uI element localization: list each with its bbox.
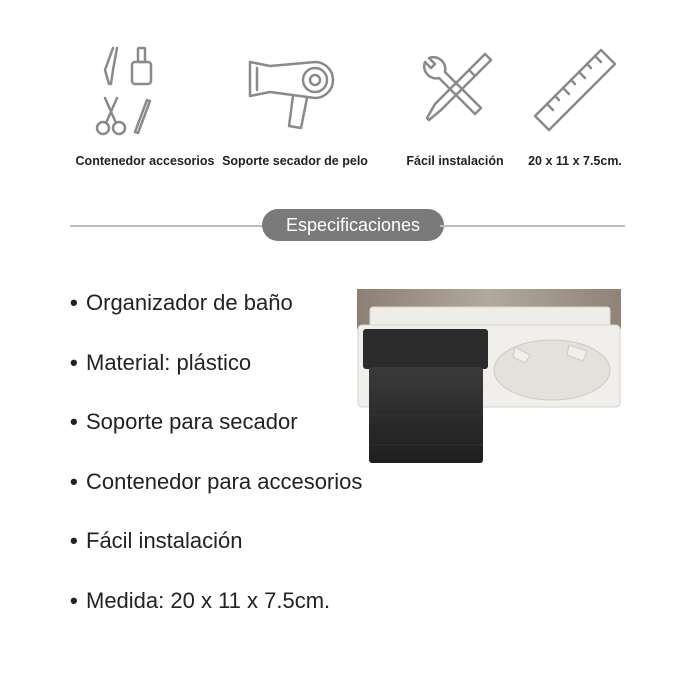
product-photo	[355, 285, 625, 470]
spec-text: Material: plástico	[86, 349, 252, 375]
spec-item: • Organizador de baño	[70, 290, 293, 315]
spec-text: Medida: 20 x 11 x 7.5cm.	[86, 587, 331, 613]
spec-item: • Contenedor para accesorios	[70, 468, 363, 494]
beauty-tools-icon	[95, 40, 195, 140]
feature-dimensions	[490, 0, 660, 180]
spec-text: Fácil instalación	[86, 528, 243, 554]
divider-right	[440, 225, 625, 227]
feature-icons-row	[0, 0, 700, 180]
spec-text: Contenedor para accesorios	[86, 468, 363, 494]
feature-caption: Soporte secador de pelo	[222, 154, 368, 168]
spec-item: • Medida: 20 x 11 x 7.5cm.	[70, 587, 331, 613]
feature-caption: 20 x 11 x 7.5cm.	[528, 154, 622, 168]
spec-text: Organizador de baño	[86, 290, 293, 315]
spec-item: • Fácil instalación	[70, 528, 243, 554]
spec-item: • Material: plástico	[70, 349, 252, 375]
specs-list	[70, 290, 362, 648]
hair-dryer-icon	[245, 40, 345, 140]
feature-accessories	[60, 0, 230, 180]
divider-left	[70, 225, 265, 227]
ruler-icon	[525, 40, 625, 140]
feature-caption: Contenedor accesorios	[75, 154, 215, 168]
feature-dryer-holder	[210, 0, 380, 180]
spec-item: • Soporte para secador	[70, 409, 298, 435]
feature-caption: Fácil instalación	[406, 154, 504, 168]
section-label: Especificaciones	[262, 209, 444, 241]
spec-text: Soporte para secador	[86, 409, 298, 435]
